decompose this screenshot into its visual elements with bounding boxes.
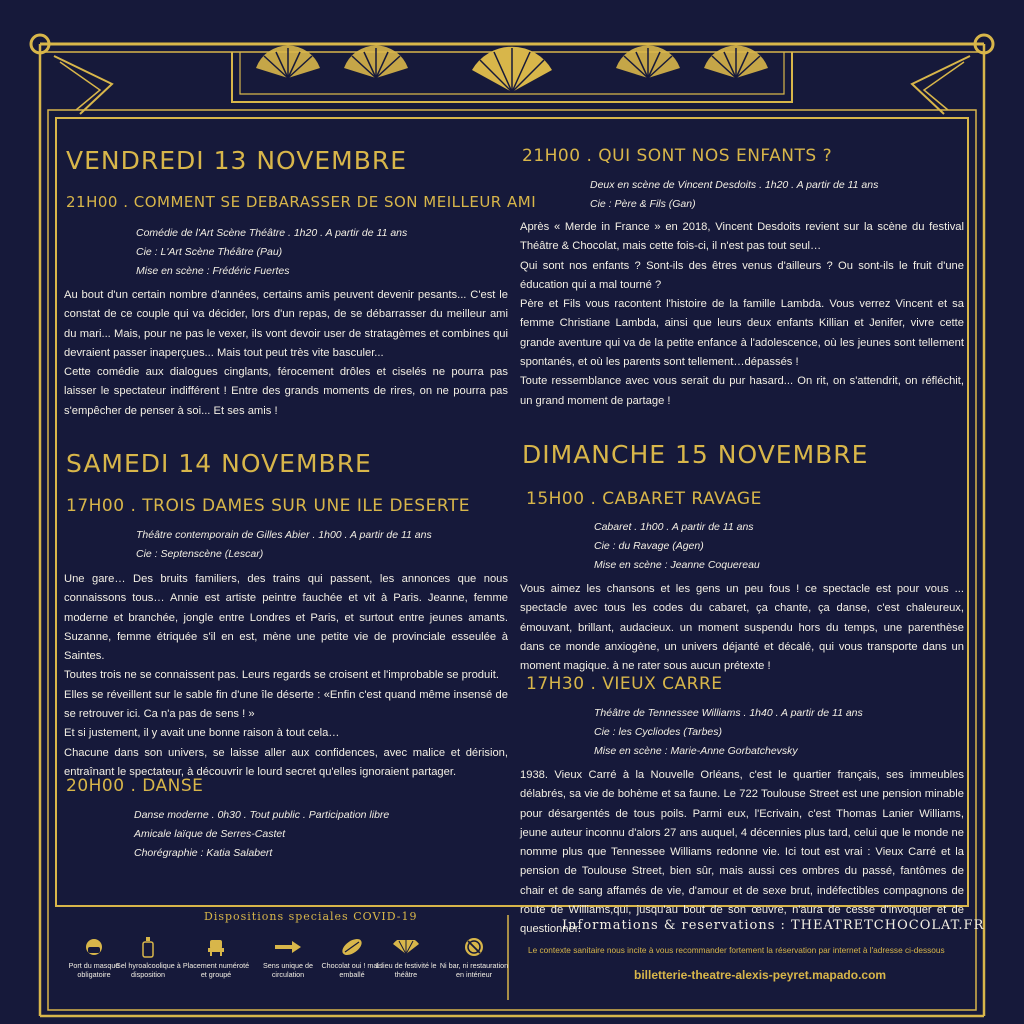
meta-line: Mise en scène : Marie-Anne Gorbatchevsky <box>594 745 798 757</box>
covid-item-label: 1 lieu de festivité le théâtre <box>375 961 437 979</box>
covid-item-label: Placement numéroté et groupé <box>182 961 250 979</box>
fan-icon <box>370 936 442 958</box>
covid-item-circulation <box>252 936 324 979</box>
paragraph: 1938. Vieux Carré à la Nouvelle Orléans, c'est le quartier français, ses immeubles délabrés, sa vie de bohème et sa faune. Le 722 Toulouse Street est une pension minable pour désargentés de tous poils. Parmi eux, l'Ecrivain, c'est Thomas Lanier Williams, jeune auteur inconnu d'alors 27 ans auquel, 4 décennies plus tard, celui que le monde ne nomme plus que Tennessee Williams redonne vie. Ici tout est vrai : Vieux Carré et la pension de Toulouse Street, bien sûr, mais aussi ces ombres du passé, fantômes de chair et de sang affamés de vie, d'amour et de sexe brut, indéfectibles compagnons de route de Williams,qui, jusqu'au bout de son œuvre, n'aura de cesse d'invoquer et de questionner. <box>520 769 964 936</box>
meta-line: Deux en scène de Vincent Desdoits . 1h20 . A partir de 11 ans <box>590 179 879 191</box>
meta-line: Cie : L'Art Scène Théâtre (Pau) <box>136 246 283 258</box>
day-heading-sunday: DIMANCHE 15 NOVEMBRE <box>522 440 869 469</box>
meta-line: Mise en scène : Jeanne Coquereau <box>594 559 760 571</box>
covid-item-label: Sens unique de circulation <box>263 961 313 979</box>
meta-line: Théâtre contemporain de Gilles Abier . 1h00 . A partir de 11 ans <box>136 529 432 541</box>
covid-item-label: Ni bar, ni restauration en intérieur <box>439 961 509 979</box>
paragraph: Cette comédie aux dialogues cinglants, férocement drôles et ciselés ne pourra pas laisser le spectateur indifférent ! Entre des grands moments de rires, on ne pourra pas s'empêcher de penser à soi... Et ses amis ! <box>64 366 508 417</box>
paragraph: Père et Fils vous racontent l'histoire de la famille Lambda. Vous verrez Vincent et sa femme Christiane Lambda, ainsi que leurs deux enfants Killian et Jenifer, vivre cette grande aventure qui va de la petite enfance à l'adolescence, où les jeunes sont tellement spontanés, et où les parents sont tellement…dépassés ! <box>520 298 964 369</box>
sanitizer-icon <box>112 936 184 958</box>
arrow-right-icon <box>252 936 324 958</box>
day-heading-friday: VENDREDI 13 NOVEMBRE <box>66 146 408 175</box>
paragraph: Elles se réveillent sur le sable fin d'une île déserte : «Enfin c'est quand même insensé de se retrouver ici. Ca n'a pas de sens ! » <box>64 688 508 721</box>
show-meta-trois-dames <box>136 526 432 564</box>
meta-line: Cie : les Cycliodes (Tarbes) <box>594 726 722 738</box>
covid-item-sanitizer <box>112 936 184 979</box>
show-meta-danse <box>134 806 389 863</box>
covid-item-label: Port du masque obligatoire <box>68 961 120 979</box>
paragraph: Une gare… Des bruits familiers, des trains qui passent, les annonces que nous connaissons tous… Annie est artiste peintre fauchée et vit à Paris. Jeanne, femme moderne et branchée, jongle entre Londres et Paris, et surtout entre jeunes amants. Suzanne, femme étriquée s'il en est, mène une petite vie de provinciale esseulée à Saintes. <box>64 573 508 663</box>
meta-line: Chorégraphie : Katia Salabert <box>134 847 273 859</box>
meta-line: Cie : du Ravage (Agen) <box>594 540 704 552</box>
paragraph: Et si justement, il y avait une bonne raison à tout cela… <box>64 727 340 740</box>
ticketing-link[interactable]: billetterie-theatre-alexis-peyret.mapado.com <box>634 968 887 982</box>
day-heading-saturday: SAMEDI 14 NOVEMBRE <box>66 449 372 478</box>
meta-line: Cie : Père & Fils (Gan) <box>590 198 696 210</box>
show-description-cabaret-ravage <box>520 580 964 676</box>
meta-line: Cabaret . 1h00 . A partir de 11 ans <box>594 521 754 533</box>
covid-item-no-bar <box>438 936 510 979</box>
show-title-comment-se-debarasser: 21H00 . COMMENT SE DEBARASSER DE SON MEILLEUR AMI <box>66 193 537 211</box>
show-meta-friday <box>136 224 407 281</box>
show-description-trois-dames <box>64 570 508 782</box>
meta-line: Amicale laïque de Serres-Castet <box>134 828 286 840</box>
meta-line: Danse moderne . 0h30 . Tout public . Participation libre <box>134 809 390 821</box>
paragraph: Vous aimez les chansons et les gens un peu fous ! ce spectacle est pour vous ... spectacle avec tous les codes du cabaret, ça chante, ça danse, c'est chaleureux, émouvant, brillant, audacieux. un moment suspendu hors du temps, une parenthèse dans ce monde anxiogène, un univers déjanté et décalé, qui vous transporte dans un moment magique. à ne rater sous aucun prétexte ! <box>520 583 964 673</box>
info-note: Le contexte sanitaire nous incite à vous recommander fortement la réservation par internet à l'adresse ci-dessous <box>528 945 945 955</box>
covid-item-label: Gel hyroalcoolique à disposition <box>115 961 181 979</box>
paragraph: Au bout d'un certain nombre d'années, certains amis peuvent devenir pesants... C'est le constat de ce couple qui va décider, lors d'un repas, de se débarrasser du meilleur ami du mari... Mais, pour ne pas le vexer, ils vont devoir user de stratagèmes et combines qui devraient passer inaperçues... Mais tout peut très vite basculer... <box>64 289 508 359</box>
no-bar-icon <box>438 936 510 958</box>
meta-line: Comédie de l'Art Scène Théâtre . 1h20 . A partir de 11 ans <box>136 227 408 239</box>
show-meta-vieux-carre <box>594 704 863 761</box>
show-title-vieux-carre: 17H30 . VIEUX CARRE <box>526 674 723 694</box>
show-meta-qui-sont-nos-enfants <box>590 176 878 214</box>
show-title-trois-dames: 17H00 . TROIS DAMES SUR UNE ILE DESERTE <box>66 496 471 516</box>
paragraph: Toutes trois ne se connaissent pas. Leurs regards se croisent et l'improbable se produit. <box>64 669 499 682</box>
paragraph: Chacune dans son univers, se laisse aller aux confidences, avec malice et dérision, entraînant le spectateur, à découvrir le lourd secret qu'elles ignoraient partager. <box>64 746 508 778</box>
show-description-friday <box>64 286 508 421</box>
show-meta-cabaret-ravage <box>594 518 760 575</box>
covid-item-venue <box>370 936 442 979</box>
show-title-qui-sont-nos-enfants: 21H00 . QUI SONT NOS ENFANTS ? <box>522 146 833 166</box>
meta-line: Cie : Septenscène (Lescar) <box>136 548 264 560</box>
bottom-info-band <box>56 906 985 1002</box>
covid-item-seating <box>180 936 252 979</box>
meta-line: Mise en scène : Frédéric Fuertes <box>136 265 290 277</box>
paragraph: Toute ressemblance avec vous serait du pur hasard... On rit, on s'attendrit, on réfléchit, un grand moment de partage ! <box>520 375 964 407</box>
meta-line: Théâtre de Tennessee Williams . 1h40 . A partir de 11 ans <box>594 707 863 719</box>
seat-icon <box>180 936 252 958</box>
show-title-cabaret-ravage: 15H00 . CABARET RAVAGE <box>526 489 762 509</box>
covid-title: Dispositions speciales COVID-19 <box>204 910 418 923</box>
show-title-danse: 20H00 . DANSE <box>66 776 204 796</box>
info-reservations-title: Informations & reservations : THEATRETCHOCOLAT.FR <box>562 918 985 933</box>
covid-item-label: Chocolat oui ! mais emballé <box>321 961 383 979</box>
show-description-qui-sont-nos-enfants <box>520 218 964 411</box>
paragraph: Après « Merde in France » en 2018, Vincent Desdoits revient sur la scène du festival Théâtre & Chocolat, mais cette fois-ci, il n'est pas tout seul… <box>520 221 964 253</box>
paragraph: Qui sont nos enfants ? Sont-ils des êtres venus d'ailleurs ? Ou sont-ils le fruit d'une éducation qui a mal tourné ? <box>520 259 964 291</box>
